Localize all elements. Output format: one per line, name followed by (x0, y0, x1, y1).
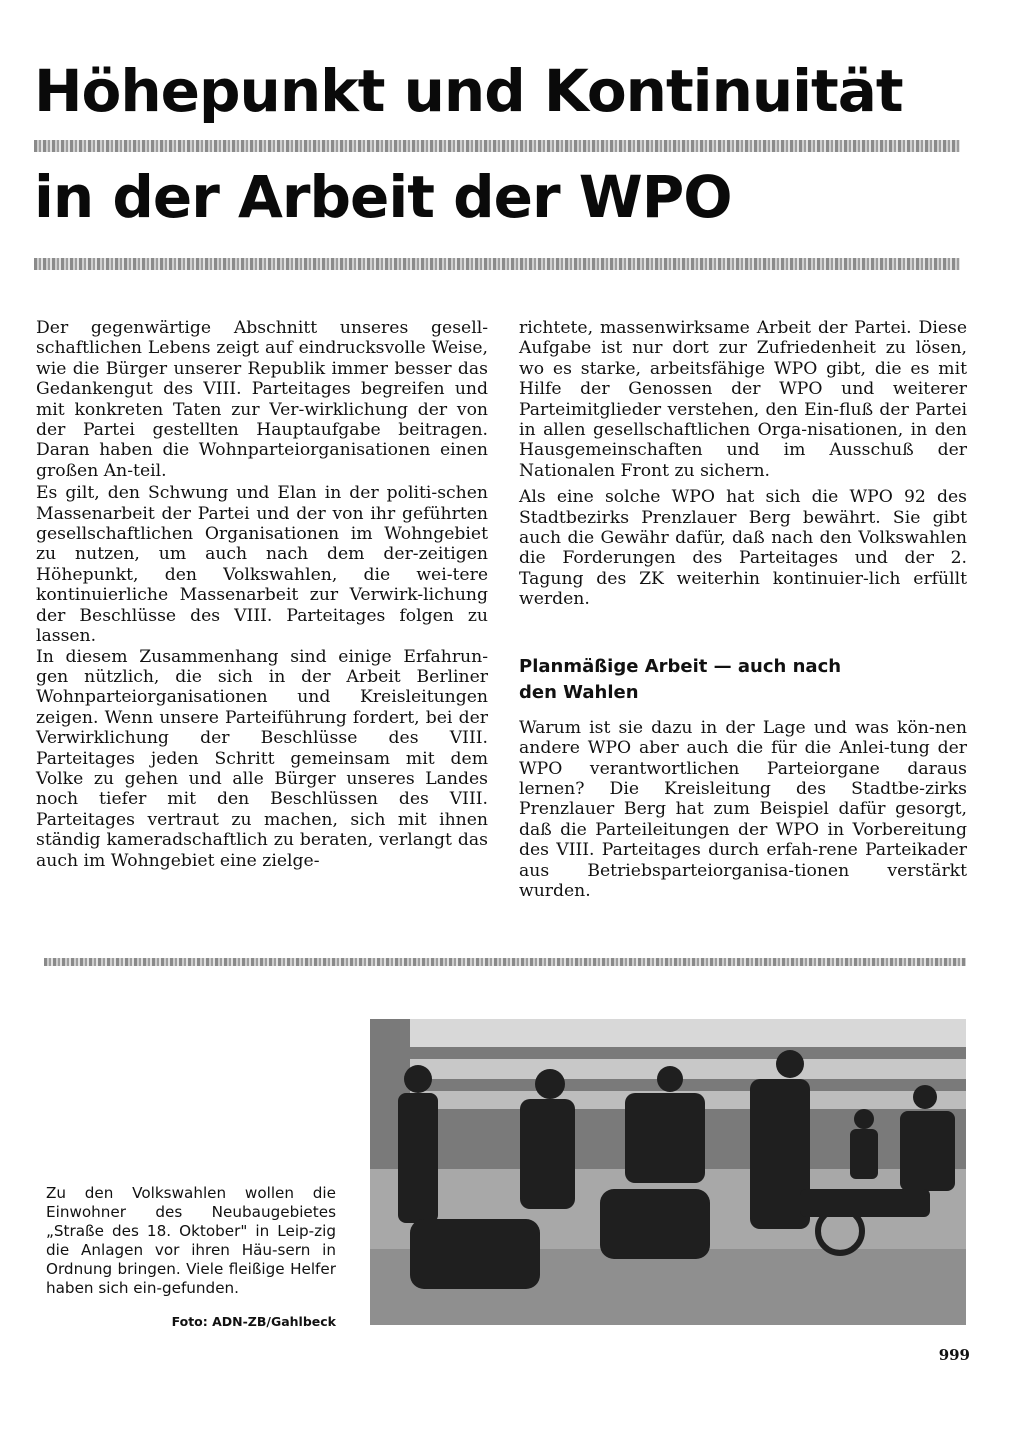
headline-rule-bottom (34, 258, 960, 270)
headline-line-2: in der Arbeit der WPO (34, 163, 732, 231)
paragraph: In diesem Zusammenhang sind einige Erfahrun-gen nützlich, die sich in der Arbeit Berliner Wohnparteiorganisationen und Kreisleitungen zeigen. Wenn unsere Parteiführung fordert, bei der Verwirklichung der Beschlüsse des VIII. Parteitages jeden Schritt gemeinsam mit dem Volke zu gehen und alle Bürger unseres Landes noch tiefer mit den Beschlüssen des VIII. Parteitages vertraut zu machen, sich mit ihnen ständig kameradschaftlich zu beraten, verlangt das auch im Wohngebiet eine zielge- (36, 646, 488, 871)
article-column-left (36, 318, 488, 871)
paragraph: Als eine solche WPO hat sich die WPO 92 des Stadtbezirks Prenzlauer Berg bewährt. Sie gibt auch die Gewähr dafür, daß nach den Volkswahlen die Forderungen des Parteitages und der 2. Tagung des ZK weiterhin kontinuier-lich erfüllt werden. (519, 487, 967, 610)
news-photo (370, 1019, 966, 1325)
section-divider (44, 958, 966, 966)
subheading-line-1: Planmäßige Arbeit — auch nach (519, 655, 842, 677)
headline-rule-top (34, 140, 960, 152)
paragraph: Warum ist sie dazu in der Lage und was kön-nen andere WPO aber auch die für die Anlei-tung der WPO verantwortlichen Parteiorgane daraus lernen? Die Kreisleitung des Stadtbe-zirks Prenzlauer Berg hat zum Beispiel dafür gesorgt, daß die Parteileitungen der WPO in Vorbereitung des VIII. Parteitages durch erfah-rene Parteikader aus Betriebsparteiorganisa-tionen verstärkt wurden. (519, 717, 967, 901)
photo-credit: Foto: ADN-ZB/Gahlbeck (171, 1314, 336, 1329)
headline-line-1: Höhepunkt und Kontinuität (34, 57, 903, 125)
page-number: 999 (938, 1346, 970, 1364)
photo-caption: Zu den Volkswahlen wollen die Einwohner des Neubaugebietes „Straße des 18. Oktober" in Leip-zig die Anlagen vor ihren Häu-sern in Ordnung bringen. Viele fleißige Helfer haben sich ein-gefunden. (46, 1184, 336, 1297)
photo-illustration (370, 1019, 966, 1325)
section-subheading (519, 654, 967, 706)
article-column-right (519, 318, 967, 901)
paragraph: Es gilt, den Schwung und Elan in der politi-schen Massenarbeit der Partei und der von ihr geführten gesellschaftlichen Organisationen im Wohngebiet zu nutzen, um auch nach dem der-zeitigen Höhepunkt, den Volkswahlen, die wei-tere kontinuierliche Massenarbeit zur Verwirk-lichung der Beschlüsse des VIII. Parteitages folgen zu lassen. (36, 483, 488, 647)
subheading-line-2: den Wahlen (519, 681, 639, 703)
paragraph: richtete, massenwirksame Arbeit der Partei. Diese Aufgabe ist nur dort zur Zufriedenheit zu lösen, wo es starke, arbeitsfähige WPO gibt, die es mit Hilfe der Genossen der WPO und weiterer Parteimitglieder verstehen, den Ein-fluß der Partei in allen gesellschaftlichen Orga-nisationen, in den Hausgemeinschaften und im Ausschuß der Nationalen Front zu sichern. (519, 318, 967, 481)
paragraph: Der gegenwärtige Abschnitt unseres gesell-schaftlichen Lebens zeigt auf eindrucksvolle Weise, wie die Bürger unserer Republik immer besser das Gedankengut des VIII. Parteitages begreifen und mit konkreten Taten zur Ver-wirklichung der von der Partei gestellten Hauptaufgabe beitragen. Daran haben die Wohnparteiorganisationen einen großen An-teil. (36, 318, 488, 481)
